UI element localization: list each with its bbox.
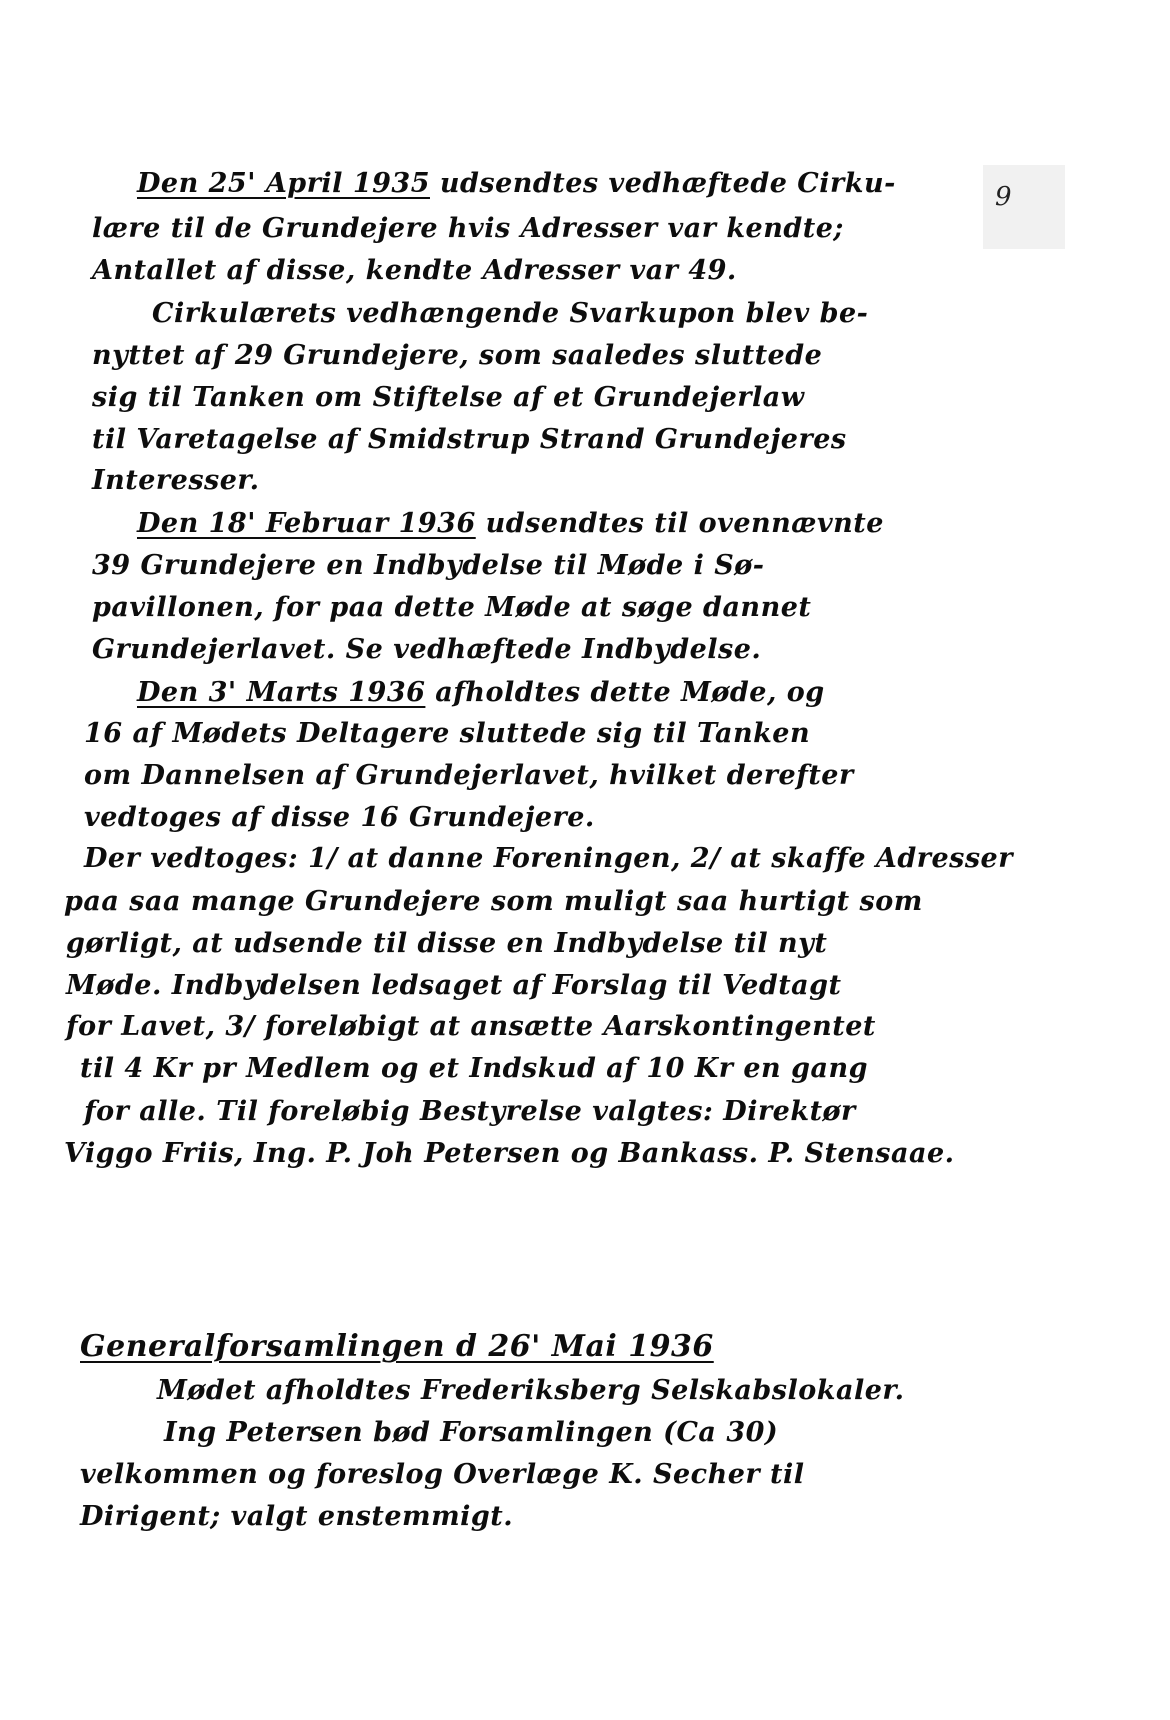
underlined-heading: Generalforsamlingen d 26' Mai 1936 [80,1329,714,1364]
text-line [84,762,854,789]
text-line [164,1419,778,1446]
line-text: for alle. Til foreløbig Bestyrelse valgtes: Direktør [84,1096,856,1127]
text-line [64,1140,955,1167]
text-line [92,594,811,621]
line-text: Grundejerlavet. Se vedhæftede Indbydelse. [92,634,762,665]
line-text: lære til de Grundejere hvis Adresser var kendte; [92,213,844,244]
line-text: til Varetagelse af Smidstrup Strand Grundejeres [92,424,847,455]
line-text: Der vedtoges: 1/ at danne Foreningen, 2/ at skaffe Adresser [84,843,1013,874]
line-text: Mødet afholdtes Frederiksberg Selskabslokaler. [157,1375,905,1406]
line-text: afholdtes dette Møde, og [425,677,825,708]
text-line [157,1377,905,1404]
text-line [92,552,764,579]
line-text: Viggo Friis, Ing. P. Joh Petersen og Bankass. P. Stensaae. [64,1138,955,1169]
text-line [92,467,260,494]
text-line [92,636,761,663]
line-text: for Lavet, 3/ foreløbigt at ansætte Aarskontingentet [66,1011,876,1042]
text-line [80,1055,868,1082]
line-text: Cirkulærets vedhængende Svarkupon blev be- [152,298,869,329]
line-text: gørligt, at udsende til disse en Indbydelse til nyt [66,928,828,959]
text-line [84,845,1013,872]
underlined-date: Den 3' Marts 1936 [137,677,426,708]
line-text: 16 af Mødets Deltagere sluttede sig til Tanken [84,718,811,749]
line-text: udsendtes til ovennævnte [475,508,884,539]
text-line [80,1503,513,1530]
text-line [66,972,842,999]
line-text: Interesser. [92,465,260,496]
page-number: 9 [995,182,1012,212]
text-line [137,510,884,537]
underlined-date: Den 25' April 1935 [137,168,430,199]
text-line [80,1461,805,1488]
line-text: paa saa mange Grundejere som muligt saa hurtigt som [64,886,923,917]
text-line [137,679,825,706]
line-text: Ing Petersen bød Forsamlingen (Ca 30) [164,1417,779,1448]
section-heading [80,1329,714,1364]
text-line [92,384,805,411]
text-line [92,426,847,453]
text-line [84,720,810,747]
line-text: om Dannelsen af Grundejerlavet, hvilket derefter [84,760,854,791]
line-text: Møde. Indbydelsen ledsaget af Forslag til Vedtagt [66,970,842,1001]
text-line [84,1098,856,1125]
text-line [92,257,737,284]
line-text: vedtoges af disse 16 Grundejere. [84,802,595,833]
line-text: velkommen og foreslog Overlæge K. Secher til [80,1459,805,1490]
line-text: 39 Grundejere en Indbydelse til Møde i Sø- [92,550,765,581]
line-text: sig til Tanken om Stiftelse af et Grundejerlaw [92,382,805,413]
text-line [137,170,896,197]
line-text: pavillonen, for paa dette Møde at søge dannet [92,592,812,623]
text-line [152,300,868,327]
text-line [84,804,595,831]
line-text: udsendtes vedhæftede Cirku- [429,168,896,199]
text-line [66,1013,876,1040]
text-line [92,215,844,242]
underlined-date: Den 18' Februar 1936 [137,508,476,539]
text-line [66,930,827,957]
line-text: nyttet af 29 Grundejere, som saaledes sluttede [92,340,823,371]
line-text: Antallet af disse, kendte Adresser var 49. [92,255,737,286]
text-line [64,888,923,915]
text-line [92,342,822,369]
line-text: Dirigent; valgt enstemmigt. [80,1501,514,1532]
line-text: til 4 Kr pr Medlem og et Indskud af 10 Kr en gang [80,1053,868,1084]
